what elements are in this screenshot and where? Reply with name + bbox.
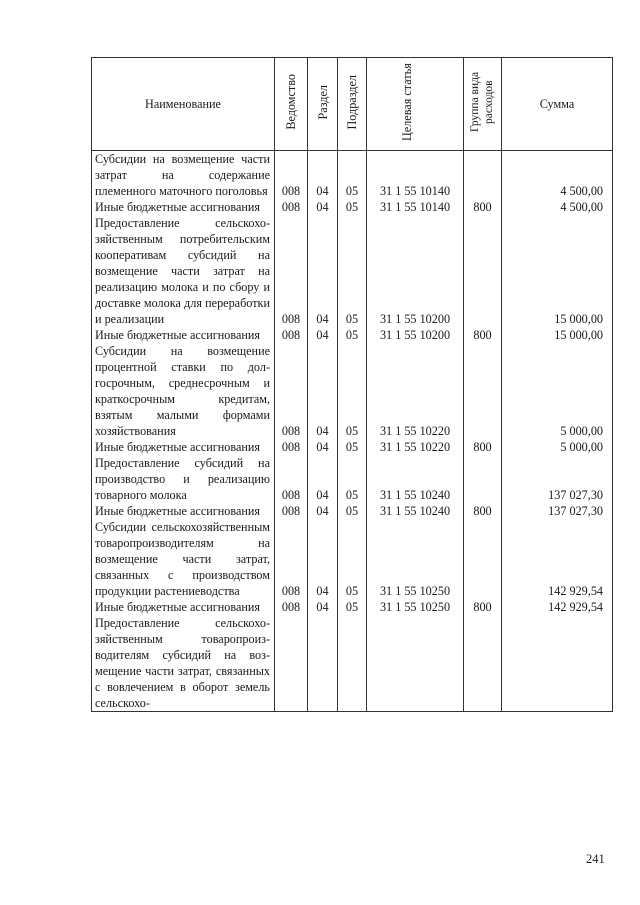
cell-razdel: 04 (308, 327, 338, 343)
cell-razdel: 04 (308, 519, 338, 599)
cell-razdel: 04 (308, 199, 338, 215)
cell-vedomstvo: 008 (275, 455, 308, 503)
header-vedomstvo: Ведомство (275, 58, 308, 151)
cell-podrazdel: 05 (338, 215, 367, 327)
cell-podrazdel: 05 (338, 151, 367, 200)
cell-podrazdel: 05 (338, 519, 367, 599)
cell-celevaya: 31 1 55 10250 (367, 599, 464, 615)
cell-summa: 142 929,54 (502, 519, 613, 599)
cell-vedomstvo: 008 (275, 199, 308, 215)
cell-name: Иные бюджетные ассигнования (92, 199, 275, 215)
cell-gruppa: 800 (464, 439, 502, 455)
cell-name: Субсидии сельскохозяйственным товаропроизводителям на возмещение части затрат, связанных с производством продукции растениеводства (92, 519, 275, 599)
cell-vedomstvo: 008 (275, 343, 308, 439)
cell-podrazdel: 05 (338, 343, 367, 439)
cell-gruppa: 800 (464, 327, 502, 343)
cell-summa: 5 000,00 (502, 439, 613, 455)
cell-celevaya: 31 1 55 10140 (367, 199, 464, 215)
cell-celevaya: 31 1 55 10200 (367, 215, 464, 327)
table-row (92, 199, 613, 215)
cell-podrazdel (338, 615, 367, 712)
cell-summa: 4 500,00 (502, 199, 613, 215)
table-row (92, 615, 613, 712)
cell-gruppa (464, 151, 502, 200)
cell-summa: 5 000,00 (502, 343, 613, 439)
cell-gruppa: 800 (464, 503, 502, 519)
cell-gruppa (464, 455, 502, 503)
cell-name: Субсидии на возмещение части затрат на содержание племенного маточного поголовья (92, 151, 275, 200)
cell-summa: 4 500,00 (502, 151, 613, 200)
table-row (92, 327, 613, 343)
cell-razdel: 04 (308, 599, 338, 615)
table-row (92, 215, 613, 327)
cell-razdel: 04 (308, 215, 338, 327)
cell-podrazdel: 05 (338, 327, 367, 343)
cell-name: Иные бюджетные ассигнования (92, 327, 275, 343)
header-gruppa: Группа вида расходов (464, 58, 502, 151)
cell-razdel: 04 (308, 151, 338, 200)
cell-vedomstvo: 008 (275, 503, 308, 519)
cell-gruppa (464, 519, 502, 599)
cell-vedomstvo: 008 (275, 519, 308, 599)
cell-podrazdel: 05 (338, 599, 367, 615)
cell-celevaya: 31 1 55 10250 (367, 519, 464, 599)
cell-name: Предоставление субсидий на производство и реализацию товарного молока (92, 455, 275, 503)
cell-celevaya: 31 1 55 10240 (367, 455, 464, 503)
cell-podrazdel: 05 (338, 503, 367, 519)
cell-gruppa (464, 343, 502, 439)
cell-razdel: 04 (308, 439, 338, 455)
header-summa: Сумма (502, 58, 613, 151)
table-row (92, 439, 613, 455)
cell-summa (502, 615, 613, 712)
header-name: Наименование (92, 58, 275, 151)
cell-name: Иные бюджетные ассигнования (92, 439, 275, 455)
cell-summa: 15 000,00 (502, 327, 613, 343)
table-row (92, 519, 613, 599)
cell-name: Субсидии на возмещение процентной ставки по долгосрочным, среднесрочным и краткосрочным кредитам, взятым малыми формами хозяйствования (92, 343, 275, 439)
budget-table (91, 57, 613, 712)
cell-gruppa: 800 (464, 599, 502, 615)
cell-vedomstvo: 008 (275, 151, 308, 200)
header-podrazdel: Подраздел (338, 58, 367, 151)
cell-summa: 137 027,30 (502, 503, 613, 519)
cell-celevaya (367, 615, 464, 712)
cell-razdel: 04 (308, 503, 338, 519)
cell-vedomstvo: 008 (275, 439, 308, 455)
cell-podrazdel: 05 (338, 439, 367, 455)
cell-celevaya: 31 1 55 10220 (367, 439, 464, 455)
cell-vedomstvo: 008 (275, 327, 308, 343)
cell-gruppa (464, 615, 502, 712)
cell-summa: 15 000,00 (502, 215, 613, 327)
cell-razdel: 04 (308, 343, 338, 439)
table-row (92, 343, 613, 439)
cell-name: Иные бюджетные ассигнования (92, 599, 275, 615)
cell-summa: 137 027,30 (502, 455, 613, 503)
cell-podrazdel: 05 (338, 455, 367, 503)
table-row (92, 455, 613, 503)
cell-vedomstvo (275, 615, 308, 712)
header-celevaya: Целевая статья (367, 58, 464, 151)
cell-celevaya: 31 1 55 10240 (367, 503, 464, 519)
cell-gruppa (464, 215, 502, 327)
cell-vedomstvo: 008 (275, 215, 308, 327)
table-row (92, 151, 613, 200)
cell-razdel: 04 (308, 455, 338, 503)
cell-vedomstvo: 008 (275, 599, 308, 615)
cell-podrazdel: 05 (338, 199, 367, 215)
table-row (92, 599, 613, 615)
header-razdel: Раздел (308, 58, 338, 151)
cell-celevaya: 31 1 55 10200 (367, 327, 464, 343)
page-number: 241 (586, 852, 605, 866)
cell-celevaya: 31 1 55 10220 (367, 343, 464, 439)
cell-summa: 142 929,54 (502, 599, 613, 615)
cell-gruppa: 800 (464, 199, 502, 215)
cell-razdel (308, 615, 338, 712)
cell-celevaya: 31 1 55 10140 (367, 151, 464, 200)
cell-name: Предоставление сельскохозяйственным потребительским кооперативам субсидий на возмещение части затрат на реализацию молока и по сбору и доставке молока для переработки и реализации (92, 215, 275, 327)
table-header (92, 58, 613, 151)
table-body (92, 151, 613, 712)
cell-name: Иные бюджетные ассигнования (92, 503, 275, 519)
cell-name: Предоставление сельскохозяйственным товаропроизводителям субсидий на возмещение части затрат, связанных с вовлечением в оборот земель сельскохо- (92, 615, 275, 712)
table-row (92, 503, 613, 519)
